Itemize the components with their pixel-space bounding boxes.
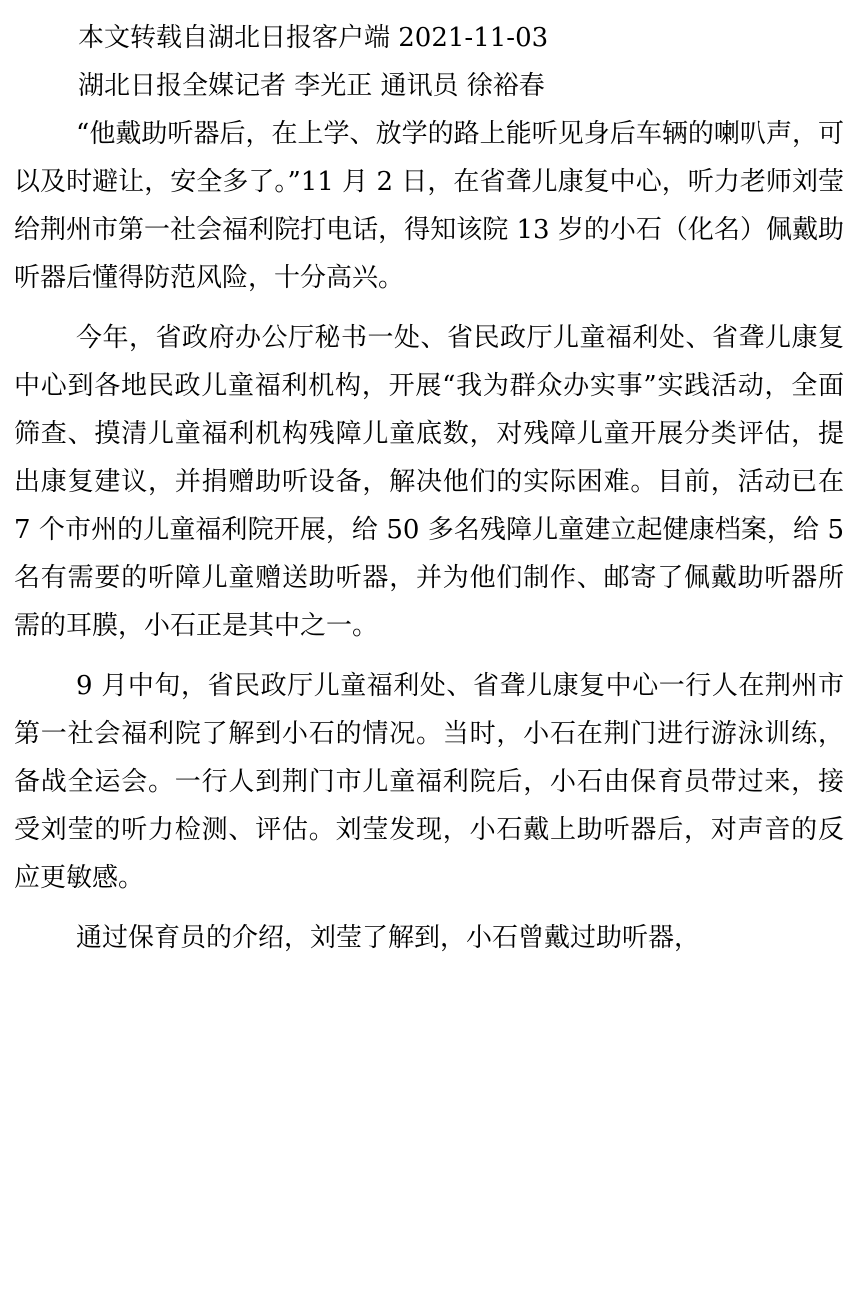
paragraph-2: 今年，省政府办公厅秘书一处、省民政厅儿童福利处、省聋儿康复中心到各地民政儿童福利机构，开展“我为群众办实事”实践活动，全面筛查、摸清儿童福利机构残障儿童底数，对残障儿童开展分类评估，提出康复建议，并捐赠助听设备，解决他们的实际困难。目前，活动已在 7 个市州的儿童福利院开展，给 50 多名残障儿童建立起健康档案，给 5 名有需要的听障儿童赠送助听器，并为他们制作、邮寄了佩戴助听器所需的耳膜，小石正是其中之一。	[14, 323, 844, 641]
paragraph-4: 通过保育员的介绍，刘莹了解到，小石曾戴过助听器，	[76, 923, 701, 953]
article-document	[14, 14, 844, 962]
paragraph-3: 9 月中旬，省民政厅儿童福利处、省聋儿康复中心一行人在荆州市第一社会福利院了解到小石的情况。当时，小石在荆门进行游泳训练，备战全运会。一行人到荆门市儿童福利院后，小石由保育员带过来，接受刘莹的听力检测、评估。刘莹发现，小石戴上助听器后，对声音的反应更敏感。	[14, 671, 844, 893]
paragraph-1: “他戴助听器后，在上学、放学的路上能听见身后车辆的喇叭声，可以及时避让，安全多了。”11 月 2 日，在省聋儿康复中心，听力老师刘莹给荆州市第一社会福利院打电话，得知该院 13 岁的小石（化名）佩戴助听器后懂得防范风险，十分高兴。	[14, 119, 844, 293]
byline: 湖北日报全媒记者 李光正 通讯员 徐裕春	[78, 71, 545, 101]
source-line: 本文转载自湖北日报客户端 2021-11-03	[78, 23, 549, 53]
